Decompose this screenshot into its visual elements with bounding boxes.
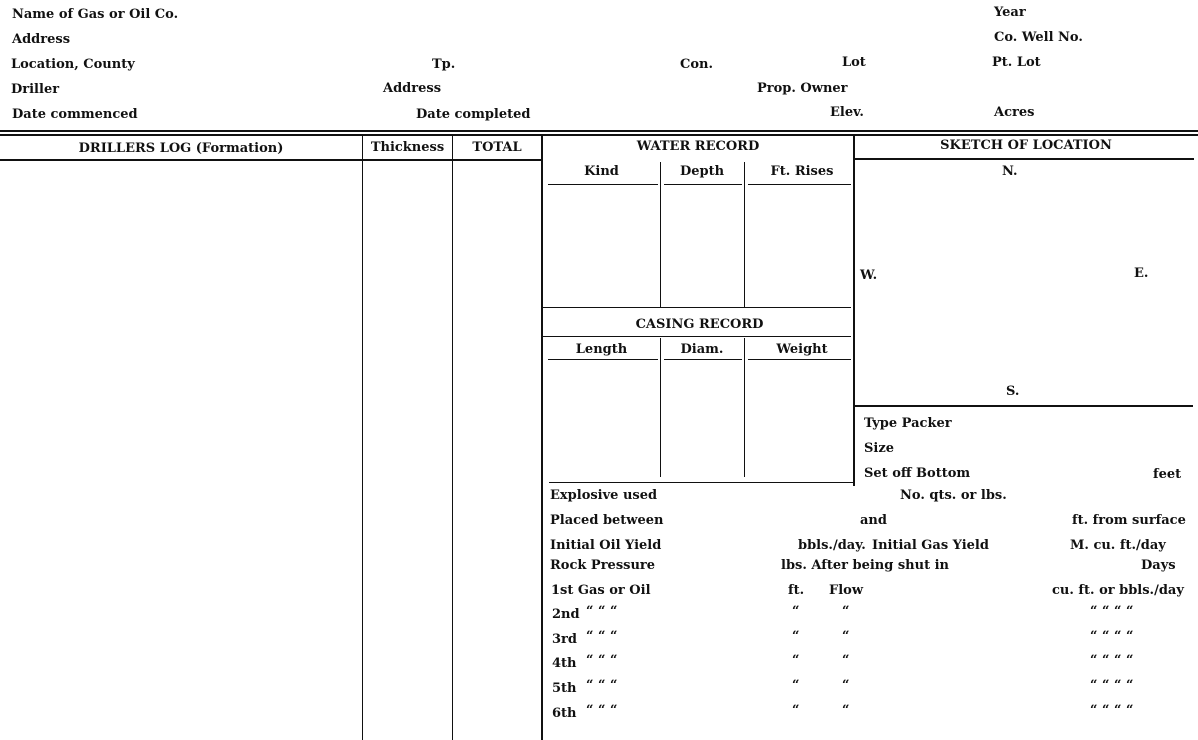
driller-address-label: Address [383,81,442,96]
sketch-bottom-rule [855,405,1193,407]
company-label: Name of Gas or Oil Co. [12,7,179,22]
casing-length-header: Length [575,342,628,357]
casing-divider-2 [744,338,745,477]
address-label: Address [12,32,71,47]
water-kind-header: Kind [584,164,619,179]
row-6th-ditto-ft: “ [792,703,800,718]
well-no-label: Co. Well No. [994,30,1083,45]
row-2nd-label: 2nd [552,607,580,622]
casing-underline-2 [664,359,742,360]
header-rule-top [0,130,1198,132]
casing-bottom-rule [549,482,853,483]
row-5th-label: 5th [552,681,577,696]
row-4th-ditto-yield: “ “ “ “ [1090,653,1134,668]
row-3rd-label: 3rd [552,632,577,647]
acres-label: Acres [994,105,1035,120]
elev-label: Elev. [830,105,864,120]
first-flow-label: Flow [829,583,864,598]
prop-owner-label: Prop. Owner [757,81,848,96]
water-underline-2 [664,184,742,185]
row-3rd-ditto-flow: “ [842,629,850,644]
row-2nd-ditto-flow: “ [842,604,850,619]
qts-lbs-label: No. qts. or lbs. [900,488,1007,503]
bbls-day-label: bbls./day. [798,538,866,553]
water-divider-2 [744,162,745,307]
row-4th-ditto-ft: “ [792,653,800,668]
mcu-ft-day-label: M. cu. ft./day [1070,538,1166,553]
row-6th-ditto-flow: “ [842,703,850,718]
row-5th-ditto-ft: “ [792,678,800,693]
row-2nd-ditto-ft: “ [792,604,800,619]
row-6th-label: 6th [552,706,577,721]
row-4th-label: 4th [552,656,577,671]
water-depth-header: Depth [679,164,725,179]
row-5th-ditto-flow: “ [842,678,850,693]
row-6th-ditto-yield: “ “ “ “ [1090,703,1134,718]
column-header-rule [0,159,543,161]
tp-label: Tp. [432,57,456,72]
first-gas-oil-label: 1st Gas or Oil [551,583,651,598]
row-2nd-ditto-yield: “ “ “ “ [1090,604,1134,619]
sketch-header-rule [854,158,1194,160]
casing-weight-header: Weight [776,342,828,357]
water-record-header: WATER RECORD [636,139,760,154]
casing-record-header: CASING RECORD [635,317,764,332]
casing-diam-header: Diam. [680,342,724,357]
first-cu-bbls-label: cu. ft. or bbls./day [1052,583,1184,598]
thickness-header: Thickness [370,140,445,155]
drillers-log-header: DRILLERS LOG (Formation) [78,141,284,156]
row-2nd-ditto-name: “ “ “ [586,604,618,619]
row-3rd-ditto-name: “ “ “ [586,629,618,644]
set-off-bottom-label: Set off Bottom [864,466,971,481]
placed-between-label: Placed between [550,513,664,528]
casing-divider-1 [660,338,661,477]
row-5th-ditto-yield: “ “ “ “ [1090,678,1134,693]
water-ft-rises-header: Ft. Rises [770,164,834,179]
compass-north: N. [1002,164,1018,179]
date-completed-label: Date completed [416,107,531,122]
size-label: Size [864,441,894,456]
row-6th-ditto-name: “ “ “ [586,703,618,718]
casing-underline-1 [548,359,658,360]
initial-oil-yield-label: Initial Oil Yield [550,538,662,553]
column-divider-2 [452,134,453,740]
row-4th-ditto-flow: “ [842,653,850,668]
casing-underline-3 [748,359,851,360]
column-divider-1 [362,134,363,740]
total-header: TOTAL [472,140,522,155]
compass-west: W. [860,268,878,283]
feet-label: feet [1153,467,1182,482]
year-label: Year [994,5,1026,20]
row-4th-ditto-name: “ “ “ [586,653,618,668]
header-rule-bottom [0,134,1198,136]
row-5th-ditto-name: “ “ “ [586,678,618,693]
first-ft-label: ft. [788,583,805,598]
casing-title-rule [543,336,851,337]
rock-pressure-label: Rock Pressure [550,558,656,573]
water-underline-3 [748,184,851,185]
location-county-label: Location, County [11,57,135,72]
row-3rd-ditto-yield: “ “ “ “ [1090,629,1134,644]
water-underline-1 [548,184,658,185]
column-divider-4 [853,134,855,486]
compass-east: E. [1134,266,1149,281]
from-surface-label: ft. from surface [1072,513,1186,528]
water-divider-1 [660,162,661,307]
pt-lot-label: Pt. Lot [992,55,1041,70]
type-packer-label: Type Packer [864,416,952,431]
explosive-used-label: Explosive used [550,488,658,503]
lbs-after-shut-label: lbs. After being shut in [781,558,950,573]
row-3rd-ditto-ft: “ [792,629,800,644]
and-label: and [860,513,887,528]
initial-gas-yield-label: Initial Gas Yield [872,538,989,553]
lot-label: Lot [842,55,866,70]
driller-label: Driller [11,82,60,97]
days-label: Days [1141,558,1176,573]
con-label: Con. [680,57,713,72]
compass-south: S. [1006,384,1020,399]
sketch-header: SKETCH OF LOCATION [940,138,1112,153]
column-divider-3 [541,134,543,740]
date-commenced-label: Date commenced [12,107,138,122]
water-bottom-rule [543,307,851,308]
